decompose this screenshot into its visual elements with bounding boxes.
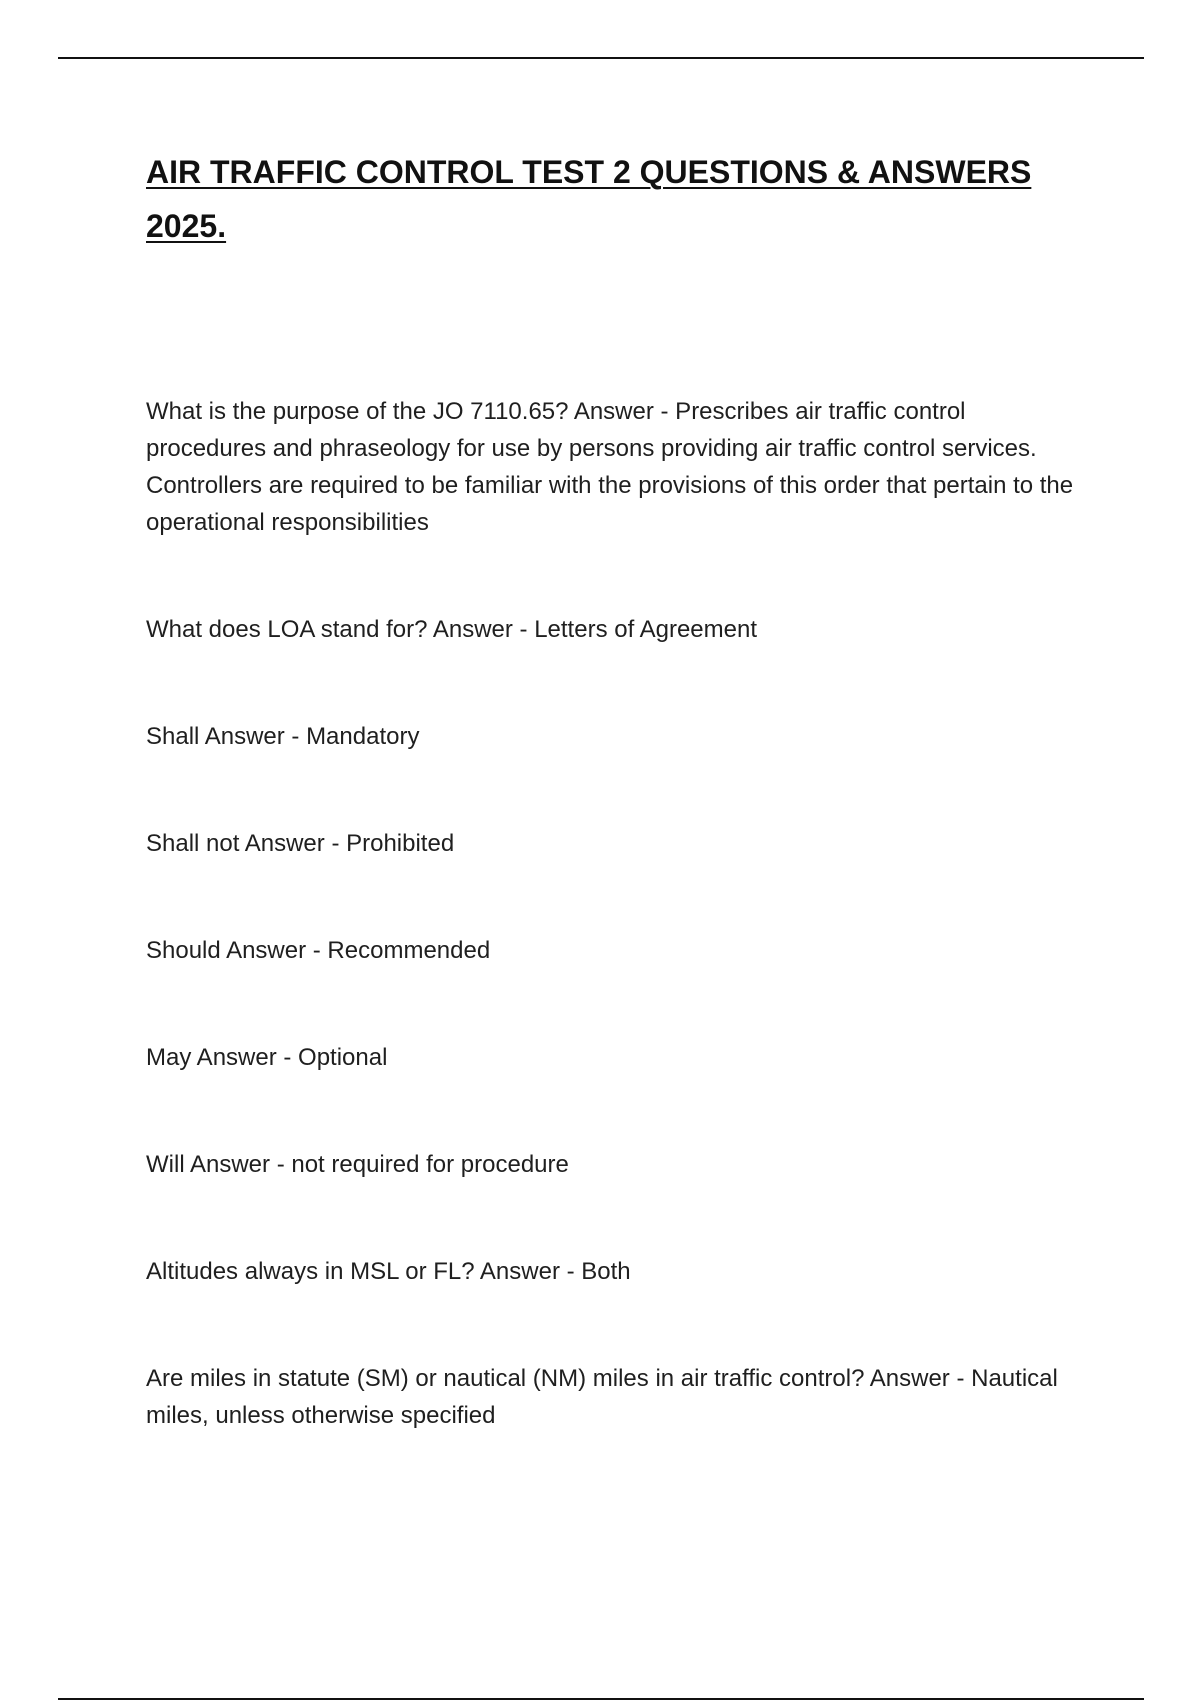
qa-item-altitudes: Altitudes always in MSL or FL? Answer - Both bbox=[146, 1258, 631, 1285]
qa-item-jo-7110-65: What is the purpose of the JO 7110.65? Answer - Prescribes air traffic control procedures and phraseology for use by persons providing air traffic control services. Controllers are required to be familiar with the provisions of this order that pertain to the operational responsibilities bbox=[146, 398, 1074, 536]
qa-item-will: Will Answer - not required for procedure bbox=[146, 1151, 569, 1178]
qa-item-may: May Answer - Optional bbox=[146, 1044, 388, 1071]
qa-item-miles: Are miles in statute (SM) or nautical (NM) miles in air traffic control? Answer - Nautical miles, unless otherwise specified bbox=[146, 1365, 1058, 1429]
document-page bbox=[146, 145, 1076, 1504]
qa-list bbox=[146, 393, 1076, 1434]
top-rule bbox=[58, 57, 1144, 59]
qa-item-shall: Shall Answer - Mandatory bbox=[146, 723, 420, 750]
qa-item-should: Should Answer - Recommended bbox=[146, 937, 491, 964]
qa-item-loa: What does LOA stand for? Answer - Letters of Agreement bbox=[146, 616, 757, 643]
qa-item-shall-not: Shall not Answer - Prohibited bbox=[146, 830, 455, 857]
document-title: AIR TRAFFIC CONTROL TEST 2 QUESTIONS & ANSWERS 2025. bbox=[146, 154, 1032, 244]
